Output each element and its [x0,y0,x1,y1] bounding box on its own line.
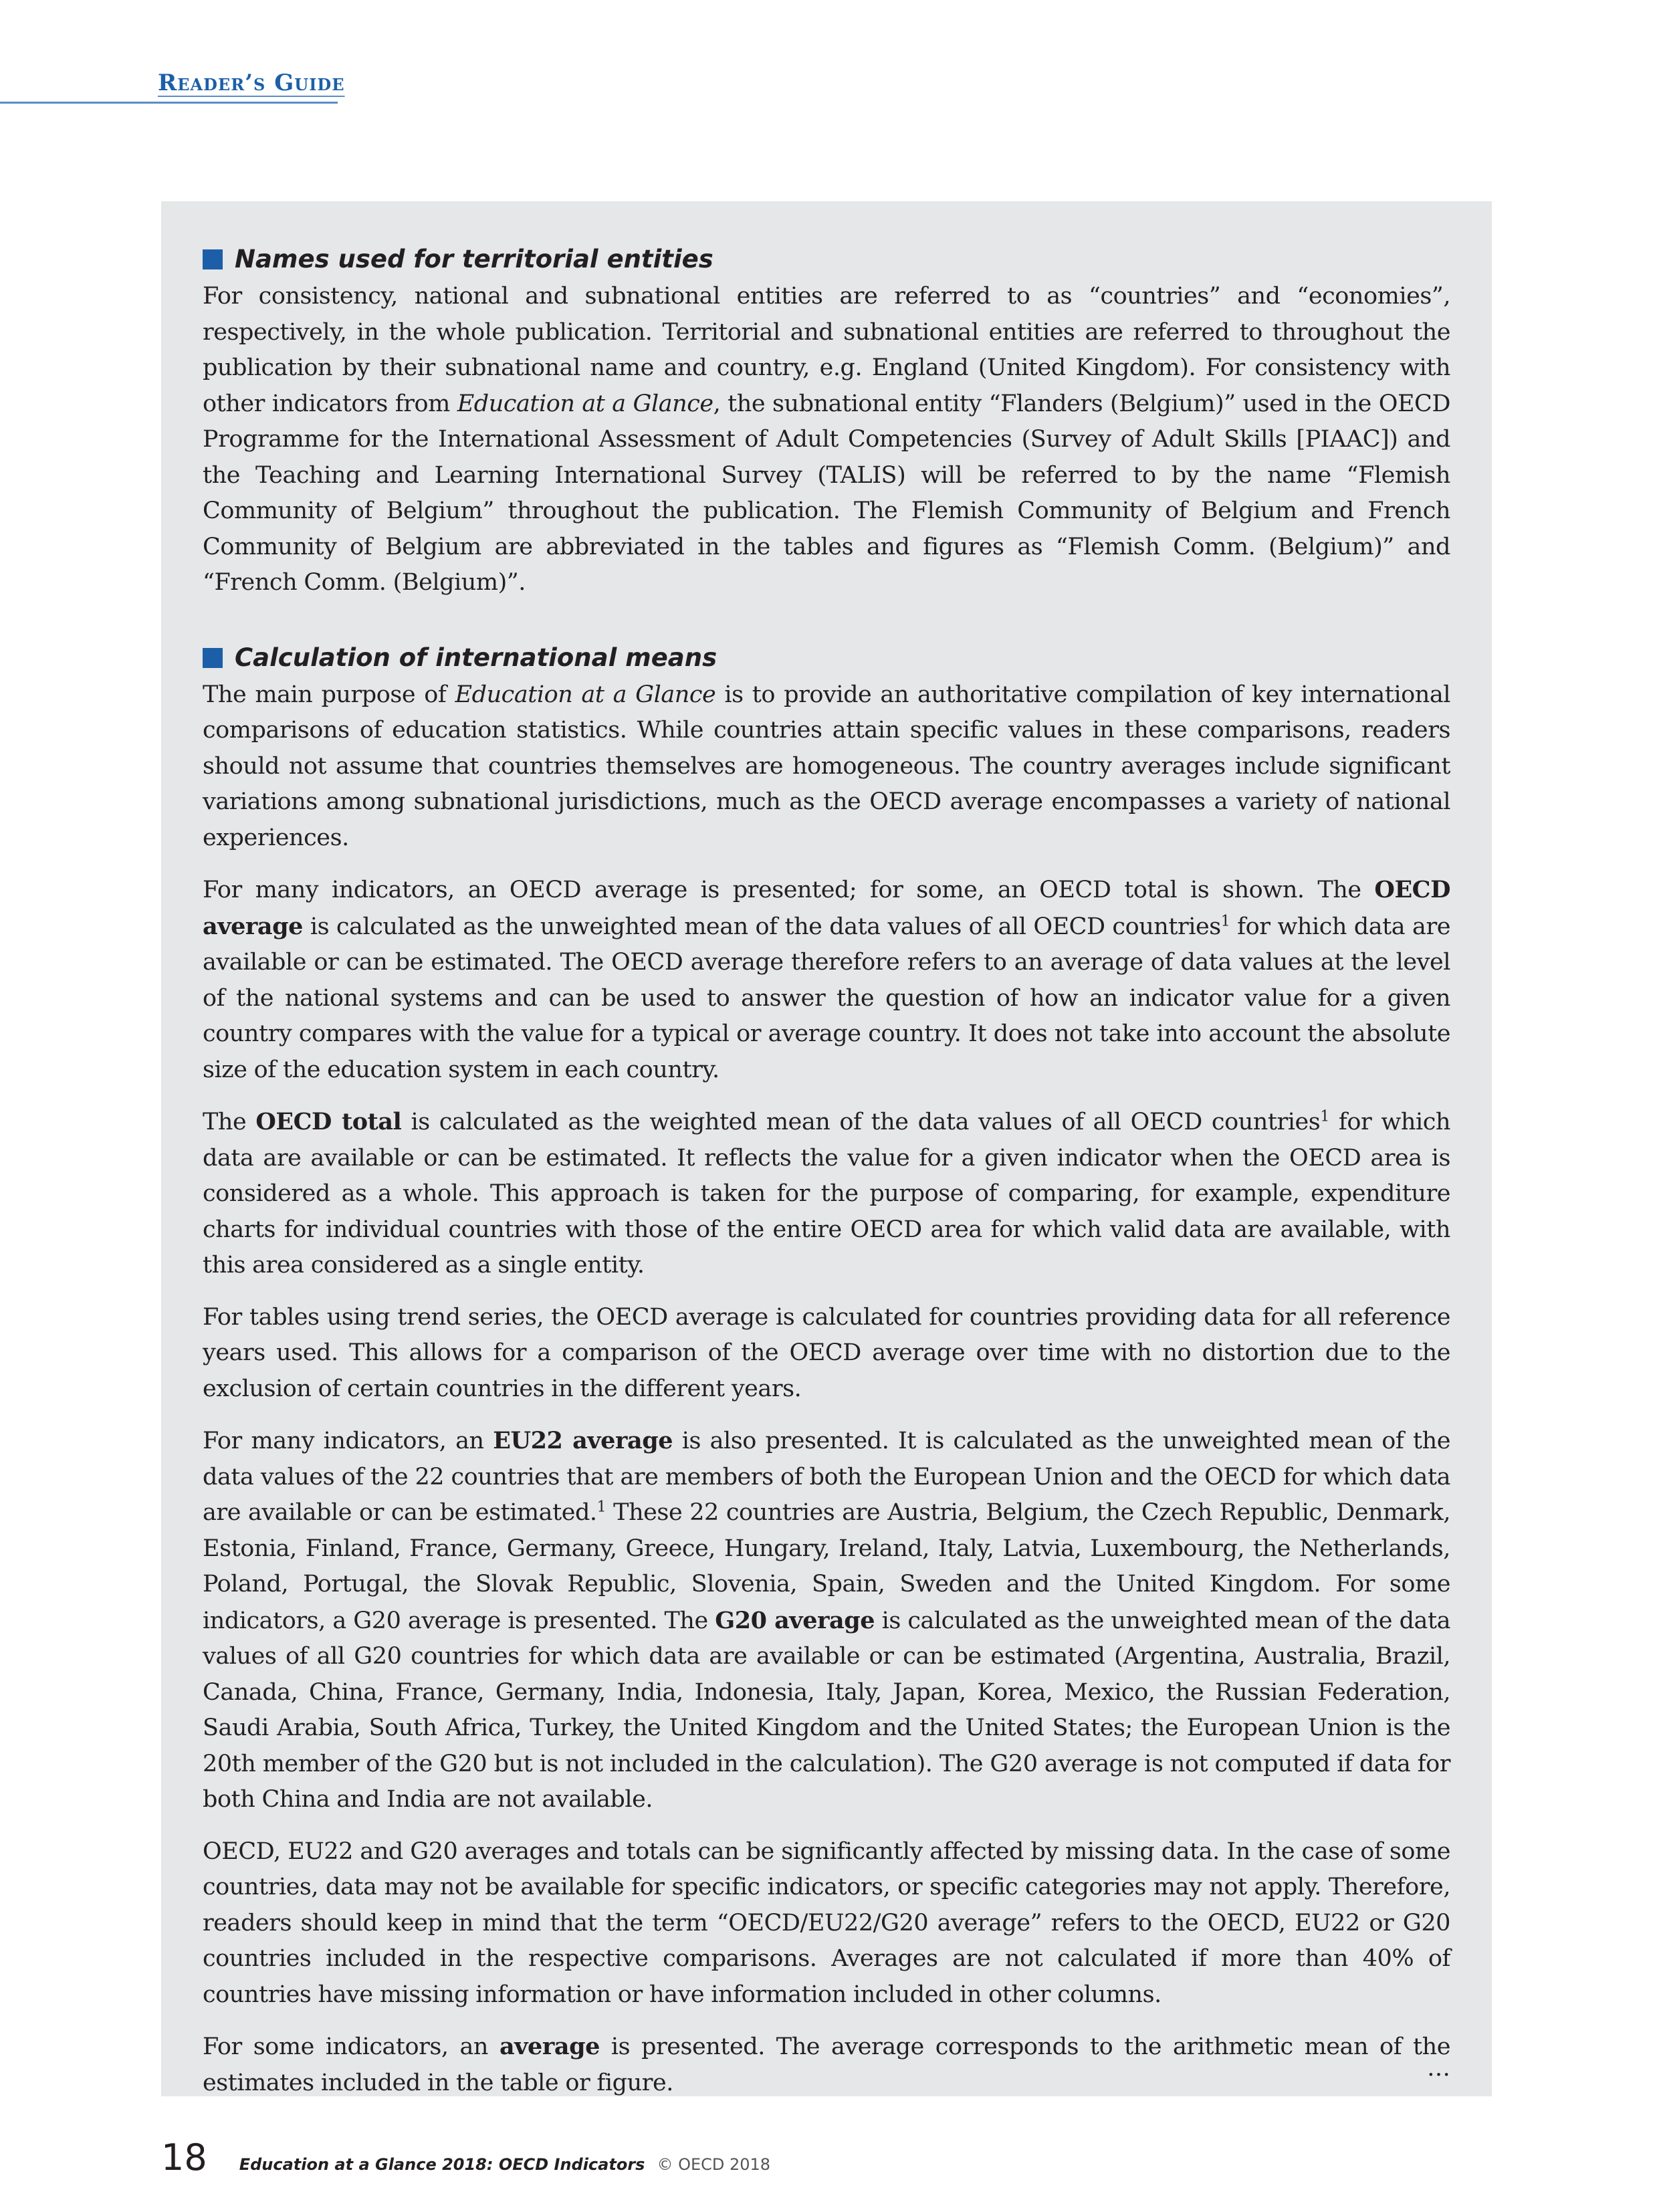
text-run: is calculated as the unweighted mean of the data values of all OECD countries [303,913,1221,940]
text-run: is to provide an authoritative compilation of key international comparisons of education statistics. While countries attain specific values in these comparisons, readers should not assume that countries themselves are homogeneous. The country averages include significant variations among subnational jurisdictions, much as the OECD average encompasses a variety of national experiences. [203,681,1451,851]
section-heading-text: Calculation of international means [235,643,717,672]
text-run: The [203,1109,256,1135]
square-bullet-icon [203,648,223,668]
publication-title-italic: Education at a Glance [455,681,716,708]
running-header: Reader’s Guide [158,70,345,96]
text-run: The main purpose of [203,681,455,708]
content-box [161,201,1492,2096]
footnote-marker: 1 [1320,1108,1329,1125]
text-run: These 22 countries are Austria, Belgium, the Czech Republic, Denmark, Estonia, Finland, France, Germany, Greece, Hungary, Ireland, Italy, Latvia, Luxembourg, the Netherlands, Poland, Portugal, the Slovak Republic, Slovenia, Spain, Sweden and the United Kingdom. For some indicators, a G20 average is presented. The [203,1499,1450,1634]
paragraph-main-purpose [203,677,1450,857]
section-heading-means [203,639,1450,677]
text-run: is presented. The average corresponds to the arithmetic mean of the estimates included in the table or figure. [203,2033,1450,2096]
text-run: For some indicators, an [203,2033,500,2060]
text-run: , the subnational entity “Flanders (Belgium)” used in the OECD Programme for the International Assessment of Adult Competencies (Survey of Adult Skills [PIAAC]) and the Teaching and Learning International Survey (TALIS) will be referred to by the name “Flemish Community of Belgium” throughout the publication. The Flemish Community of Belgium and French Community of Belgium are abbreviated in the tables and figures as “Flemish Comm. (Belgium)” and “French Comm. (Belgium)”. [203,390,1450,596]
paragraph-trend-series: For tables using trend series, the OECD average is calculated for countries providing data for all reference years used. This allows for a comparison of the OECD average over time with no distortion due to the exclusion of certain countries in the different years. [203,1303,1450,1402]
footnote-marker: 1 [1220,912,1230,929]
text-run: is calculated as the unweighted mean of the data values of all G20 countries for which data are available or can be estimated (Argentina, Australia, Brazil, Canada, China, France, Germany, India, Indonesia, Italy, Japan, Korea, Mexico, the Russian Federation, Saudi Arabia, South Africa, Turkey, the United Kingdom and the United States; the European Union is the 20th member of the G20 but is not included in the calculation). The G20 average is not computed if data for both China and India are not available. [203,1607,1450,1813]
term-oecd-total: OECD total [255,1108,402,1135]
continuation-ellipsis: … [1427,2055,1450,2082]
text-run: for which data are available or can be estimated. It reflects the value for a given indicator when the OECD area is considered as a whole. This approach is taken for the purpose of comparing, for example, expenditure charts for individual countries with those of the entire OECD area for which valid data are available, with this area considered as a single entity. [203,1109,1450,1279]
publication-title: Education at a Glance 2018: OECD Indicators [239,2155,645,2174]
paragraph-eu22-g20 [203,1423,1450,1818]
page-number: 18 [161,2136,207,2179]
text-run: for which data are available or can be estimated. The OECD average therefore refers to an average of data values at the level of the national systems and can be used to answer the question of how an indicator value for a given country compares with the value for a typical or average country. It does not take into account the absolute size of the education system in each country. [203,913,1450,1083]
publication-title-italic: Education at a Glance [457,390,713,417]
text-run: For many indicators, an OECD average is presented; for some, an OECD total is shown. The [203,877,1375,903]
text-run: is also presented. It is calculated as the unweighted mean of the data values of the 22 countries that are members of both the European Union and the OECD for which data are available or can be estimated. [203,1428,1450,1526]
text-run: is calculated as the weighted mean of the data values of all OECD countries [401,1109,1321,1135]
paragraph-territorial-names [203,279,1450,601]
term-oecd-average: OECD average [203,876,1450,940]
paragraph-average [203,2029,1450,2101]
paragraph-oecd-average [203,872,1450,1088]
text-run: For many indicators, an [203,1428,493,1454]
term-eu22-average: EU22 average [493,1427,673,1454]
term-average: average [499,2033,600,2060]
footnote-marker: 1 [596,1499,606,1516]
term-g20-average: G20 average [715,1606,875,1634]
page-footer [161,2136,770,2179]
paragraph-missing-data: OECD, EU22 and G20 averages and totals can be significantly affected by missing data. In the case of some countries, data may not be available for specific indicators, or specific categories may not apply. Therefore, readers should keep in mind that the term “OECD/EU22/G20 average” refers to the OECD, EU22 or G20 countries included in the respective comparisons. Averages are not calculated if more than 40% of countries have missing information or have information included in other columns. [203,1838,1450,2008]
section-heading-territorial [203,240,1450,279]
paragraph-oecd-total [203,1104,1450,1284]
header-rule [0,102,338,104]
copyright-notice: © OECD 2018 [657,2155,771,2174]
square-bullet-icon [203,249,223,269]
text-run: For consistency, national and subnational entities are referred to as “countries” and “economies”, respectively, in the whole publication. Territorial and subnational entities are referred to throughout the publication by their subnational name and country, e.g. England (United Kingdom). For consistency with other indicators from [203,283,1450,417]
section-heading-text: Names used for territorial entities [235,245,713,273]
